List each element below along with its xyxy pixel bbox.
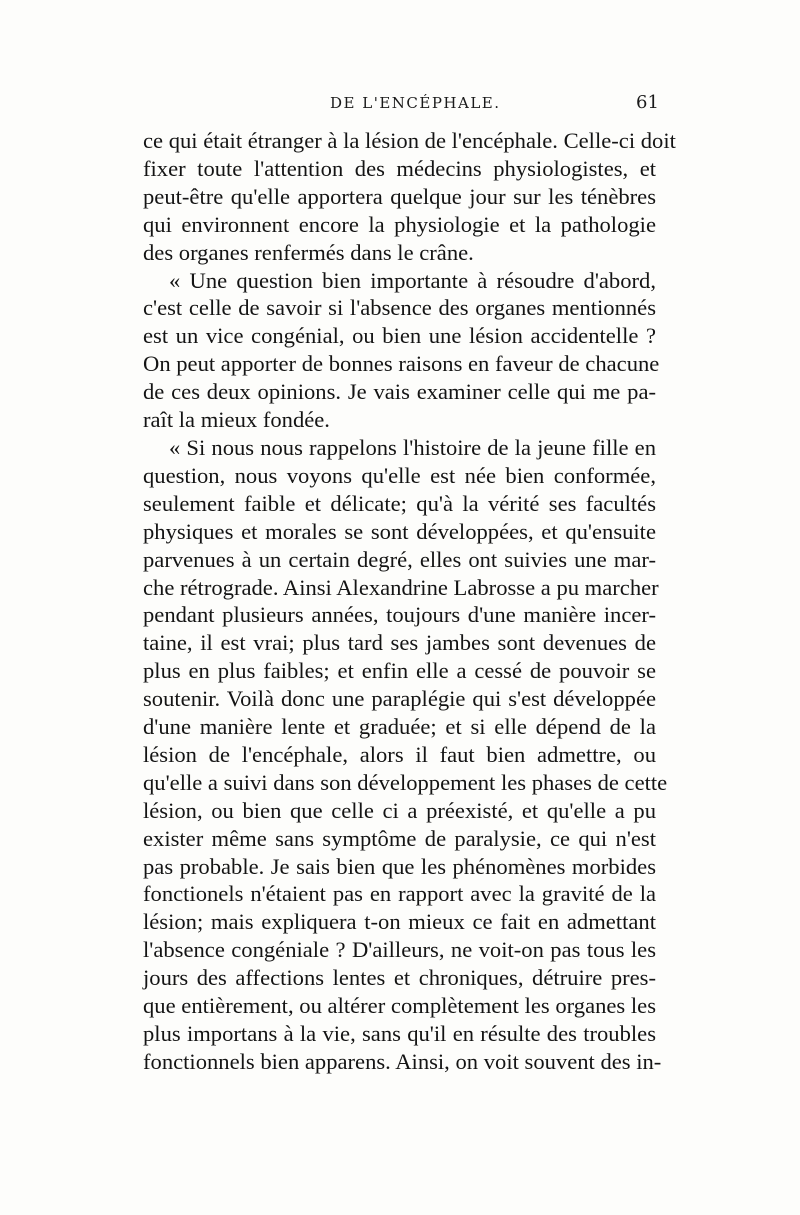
text-line: On peut apporter de bonnes raisons en faveur de chacune — [143, 351, 660, 377]
text-line: taine, il est vrai; plus tard ses jambes sont devenues de — [143, 630, 656, 656]
text-line: qui environnent encore la physiologie et la pathologie — [143, 211, 656, 237]
page-number: 61 — [636, 92, 659, 113]
text-line: qu'elle a suivi dans son développement les phases de cette — [143, 769, 668, 795]
text-line: pendant plusieurs années, toujours d'une manière incer- — [143, 602, 656, 628]
text-line: soutenir. Voilà donc une paraplégie qui s'est développée — [143, 686, 656, 712]
text-line: lésion, ou bien que celle ci a préexisté, et qu'elle a pu — [143, 797, 656, 823]
body-text — [143, 127, 676, 1076]
text-line: plus importans à la vie, sans qu'il en résulte des troubles — [143, 1021, 656, 1046]
text-line: fonctionels n'étaient pas en rapport avec la gravité de la — [143, 881, 656, 907]
text-line: ce qui était étranger à la lésion de l'encéphale. Celle-ci doit — [143, 128, 676, 153]
text-line: l'absence congéniale ? D'ailleurs, ne voit-on pas tous les — [143, 937, 656, 963]
text-line: plus en plus faibles; et enfin elle a cessé de pouvoir se — [143, 658, 656, 684]
paragraph-start-line: « Une question bien importante à résoudre d'abord, — [169, 267, 656, 293]
text-line: de ces deux opinions. Je vais examiner celle qui me pa- — [143, 379, 656, 405]
text-line: lésion de l'encéphale, alors il faut bien admettre, ou — [143, 741, 656, 767]
text-line: physiques et morales se sont développées, et qu'ensuite — [143, 518, 656, 544]
text-line: question, nous voyons qu'elle est née bien conformée, — [143, 462, 656, 488]
text-line: peut-être qu'elle apportera quelque jour sur les ténèbres — [143, 183, 656, 209]
text-line: que entièrement, ou altérer complètement les organes les — [143, 993, 656, 1019]
text-line: exister même sans symptôme de paralysie, ce qui n'est — [143, 825, 656, 851]
text-line: d'une manière lente et graduée; et si elle dépend de la — [143, 714, 656, 740]
text-line: pas probable. Je sais bien que les phénomènes morbides — [143, 853, 656, 879]
text-line: est un vice congénial, ou bien une lésion accidentelle ? — [143, 323, 656, 349]
text-line: raît la mieux fondée. — [143, 407, 330, 433]
text-line: parvenues à un certain degré, elles ont suivies une mar- — [143, 546, 656, 572]
text-line: des organes renfermés dans le crâne. — [143, 239, 474, 265]
text-line: fixer toute l'attention des médecins physiologistes, et — [143, 155, 656, 181]
paragraph-start-line: « Si nous nous rappelons l'histoire de la jeune fille en — [169, 434, 656, 460]
text-line: seulement faible et délicate; qu'à la vérité ses facultés — [143, 490, 656, 516]
text-line: fonctionnels bien apparens. Ainsi, on voit souvent des in- — [143, 1048, 662, 1074]
text-line: c'est celle de savoir si l'absence des organes mentionnés — [143, 295, 656, 321]
running-title: DE L'ENCÉPHALE. — [330, 94, 501, 112]
text-line: che rétrograde. Ainsi Alexandrine Labrosse a pu marcher — [143, 574, 659, 600]
text-line: lésion; mais expliquera t-on mieux ce fait en admettant — [143, 909, 656, 935]
text-line: jours des affections lentes et chroniques, détruire pres- — [143, 965, 656, 991]
